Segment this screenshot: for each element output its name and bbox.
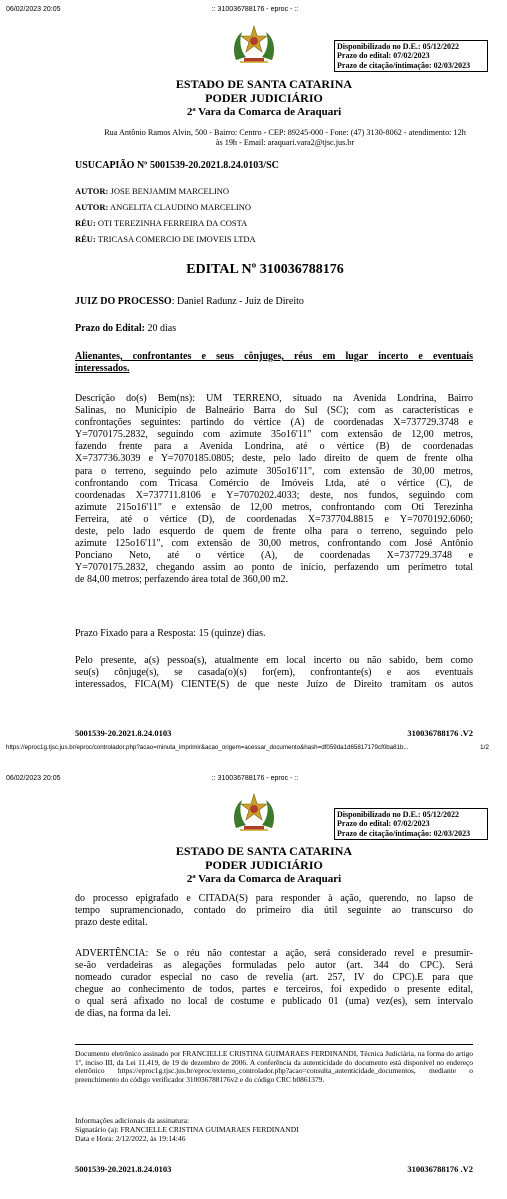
judge-line: JUIZ DO PROCESSO: Daniel Radunz - Juiz de Direito xyxy=(75,296,304,307)
edital-title: EDITAL Nº 310036788176 xyxy=(186,262,344,277)
print-title: :: 310036788176 - eproc - :: xyxy=(211,775,299,782)
court-address: Rua Antônio Ramos Alvin, 500 - Bairro: Centro - CEP: 89245-000 - Fone: (47) 3130-8062 - atendimento: 12h às 19h - Email: araquari.vara2@tjsc.jus.br xyxy=(104,128,466,147)
court-heading: 2ª Vara da Comarca de Araquari xyxy=(186,873,342,885)
published-date: Disponibilizado no D.E.: 05/12/2022 xyxy=(337,810,460,819)
page-number: 1/2 xyxy=(480,744,490,751)
signer-name: Signatário (a): FRANCIELLE CRISTINA GUIMARAES FERDINANDI xyxy=(75,1125,299,1134)
party-row: RÉU: TRICASA COMERCIO DE IMOVEIS LTDA xyxy=(75,234,256,244)
case-number: USUCAPIÃO Nº 5001539-20.2021.8.24.0103/SC xyxy=(75,160,279,171)
citation-deadline: Prazo de citação/intimação: 02/03/2023 xyxy=(337,828,471,838)
signature-divider xyxy=(75,1044,473,1045)
parties-list xyxy=(75,183,256,247)
citation-deadline: Prazo de citação/intimação: 02/03/2023 xyxy=(337,60,471,70)
publication-info-box xyxy=(334,40,488,72)
print-url: https://eproc1g.tjsc.jus.br/eproc/controlador.php?acao=minuta_imprimir&acao_origem=acessar_documento&hash=df059da1d65817179cf0ba81b... xyxy=(6,744,409,751)
judiciary-heading: PODER JUDICIÁRIO xyxy=(205,858,323,872)
footer-doc-number: 310036788176 .V2 xyxy=(407,728,473,738)
edital-deadline: Prazo do edital: 07/02/2023 xyxy=(337,819,430,829)
footer-process-number: 5001539-20.2021.8.24.0103 xyxy=(75,728,172,738)
print-datetime: 06/02/2023 20:05 xyxy=(6,6,61,13)
state-heading: ESTADO DE SANTA CATARINA xyxy=(175,77,353,91)
party-row: RÉU: OTI TEREZINHA FERREIRA DA COSTA xyxy=(75,218,248,228)
signature-additional-info xyxy=(75,1116,299,1143)
coat-of-arms-icon xyxy=(230,792,278,834)
additional-info-title: Informações adicionais da assinatura: xyxy=(75,1116,190,1125)
deadline-line: Prazo do Edital: 20 dias xyxy=(75,323,177,334)
edital-deadline: Prazo do edital: 07/02/2023 xyxy=(337,51,430,61)
published-date: Disponibilizado no D.E.: 05/12/2022 xyxy=(337,42,460,51)
judiciary-heading: PODER JUDICIÁRIO xyxy=(205,91,323,105)
notice-paragraph: Pelo presente, a(s) pessoa(s), atualmente em local incerto ou não sabido, bem como seu(s) cônjuge(s), se casada(o)(s) for(em), confrontante(s) e aos eventuais interessados, FICA(M) CIENTE(S) de que neste Juízo de Direito tramitam os autos xyxy=(75,655,473,691)
footer-doc-number: 310036788176 .V2 xyxy=(407,1164,473,1174)
state-heading: ESTADO DE SANTA CATARINA xyxy=(175,844,353,858)
warning-paragraph: ADVERTÊNCIA: Se o réu não contestar a ação, será considerado revel e presumir- se-ão verdadeiras as alegações formuladas pelo autor (art. 344 do CPC). Será nomeado curador especial no caso de revelia (art. 257, IV do CPC).E para que chegue ao conhecimento de todos, partes e terceiros, foi expedido o presente edital, o qual será afixado no local de costume e publicado 01 (uma) vez(es), sem intervalo de dias, na forma da lei. xyxy=(75,948,473,1020)
signature-datetime: Data e Hora: 2/12/2022, às 19:14:46 xyxy=(75,1134,186,1143)
print-datetime: 06/02/2023 20:05 xyxy=(6,775,61,782)
continuation-paragraph: do processo epigrafado e CITADA(S) para responder à ação, querendo, no lapso de tempo supramencionado, contado do primeiro dia útil seguinte ao transcurso do prazo deste edital. xyxy=(75,893,473,929)
addressees-heading: Alienantes, confrontantes e seus cônjuges, réus em lugar incerto e eventuais interessados. xyxy=(75,351,473,375)
footer-process-number: 5001539-20.2021.8.24.0103 xyxy=(75,1164,172,1174)
party-row: AUTOR: ANGELITA CLAUDINO MARCELINO xyxy=(75,202,252,212)
party-row: AUTOR: JOSE BENJAMIM MARCELINO xyxy=(75,186,230,196)
court-heading: 2ª Vara da Comarca de Araquari xyxy=(186,106,342,118)
publication-info-box xyxy=(334,808,488,840)
electronic-signature-text: Documento eletrônico assinado por FRANCIELLE CRISTINA GUIMARAES FERDINANDI, Técnica Judiciária, na forma do artigo 1º, inciso III, da Lei 11.419, de 19 de dezembro de 2006. A conferência da autenticidade do documento está disponível no endereço eletrônico https://eproc1g.tjsc.jus.br/eproc/externo_controlador.php?acao=consulta_autenticidade_documentos, mediante o preenchimento do código verificador 310036788176v2 e do código CRC b0861379. xyxy=(75,1049,473,1084)
property-description: Descrição do(s) Bem(ns): UM TERRENO, situado na Avenida Londrina, Bairro Salinas, no Município de Balneário Barra do Sul (SC); com as características e confrontações seguintes: partindo do vértice (A) de coordenadas X=737729.3748 e Y=7070175.2832, seguindo com azimute 35o16'11" com extensão de 12,00 metros, fazendo frente para a Avenida Londrina, até o vértice (B) de coordenadas X=737736.3039 e Y=7070185.0805; deste, pelo lado direito de quem de frente olha para o terreno, seguindo pelo azimute 305o16'11", com extensão de 30,00 metros, confrontando com Tricasa Comércio de Imóveis Ltda, até o vértice (C), de coordenadas X=737711.8106 e Y=7070202.4033; deste, nos fundos, seguindo com azimute 215o16'11" e extensão de 12,00 metros, confrontando com Oti Terezinha Ferreira, até o vértice (D), de coordenadas X=737704.8815 e Y=7070192.6060; deste, pelo lado esquerdo de quem de frente olha para o terreno, seguindo pelo azimute 125o16'11", com extensão de 30,00 metros, confrontando com José Antônio Ponciano Neto, até o vértice (A), de coordenadas X=737729.3748 e Y=7070175.2832, chegando assim ao ponto de início, perfazendo um perímetro total de 84,00 metros; perfazendo área total de 360,00 m2. xyxy=(75,393,473,586)
print-title: :: 310036788176 - eproc - :: xyxy=(211,6,299,13)
response-deadline: Prazo Fixado para a Resposta: 15 (quinze) dias. xyxy=(75,628,266,639)
coat-of-arms-icon xyxy=(230,24,278,66)
